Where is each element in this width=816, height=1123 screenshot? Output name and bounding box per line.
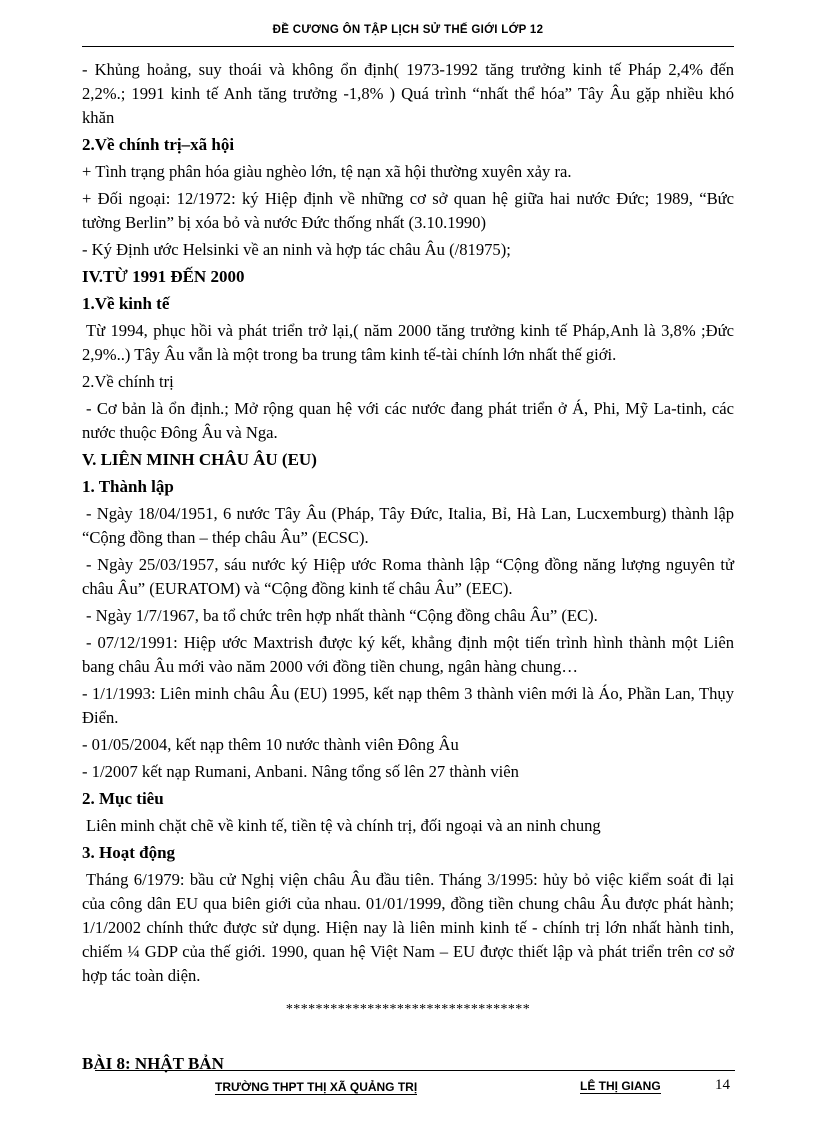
paragraph: - Ký Định ước Helsinki về an ninh và hợp tác châu Âu (/81975); — [82, 240, 511, 259]
footer-school: TRƯỜNG THPT THỊ XÃ QUẢNG TRỊ — [215, 1080, 418, 1094]
footer-divider — [95, 1070, 735, 1071]
footer-author: LÊ THỊ GIANG — [580, 1079, 661, 1093]
separator-stars: ********************************* — [285, 1002, 531, 1017]
paragraph: Liên minh chặt chẽ về kinh tế, tiền tệ và chính trị, đối ngoại và an ninh chung — [86, 816, 601, 835]
section-heading: 2. Mục tiêu — [82, 789, 164, 808]
paragraph: Từ 1994, phục hồi và phát triển trở lại,( năm 2000 tăng trưởng kinh tế Pháp,Anh là 3,8% ;Đức 2,9%..) Tây Âu vẫn là một trong ba trung tâm kinh tế-tài chính lớn nhất thế giới. — [82, 321, 734, 364]
section-heading: 1.Về kinh tế — [82, 294, 170, 313]
paragraph: - 01/05/2004, kết nạp thêm 10 nước thành viên Đông Âu — [82, 735, 459, 754]
lesson-title: BÀI 8: NHẬT BẢN — [82, 1054, 224, 1073]
header-divider — [82, 46, 734, 47]
paragraph: - 1/2007 kết nạp Rumani, Anbani. Nâng tổng số lên 27 thành viên — [82, 762, 519, 781]
paragraph: - 07/12/1991: Hiệp ước Maxtrish được ký kết, khẳng định một tiến trình hình thành một Liên bang châu Âu mới vào năm 2000 với đồng tiền chung, ngân hàng chung… — [82, 633, 734, 676]
paragraph: - 1/1/1993: Liên minh châu Âu (EU) 1995, kết nạp thêm 3 thành viên mới là Áo, Phần Lan, Thụy Điển. — [82, 684, 734, 727]
page-number: 14 — [715, 1077, 730, 1093]
paragraph: - Cơ bản là ổn định.; Mở rộng quan hệ với các nước đang phát triển ở Á, Phi, Mỹ La-tinh, các nước thuộc Đông Âu và Nga. — [82, 399, 734, 442]
paragraph: - Ngày 25/03/1957, sáu nước ký Hiệp ước Roma thành lập “Cộng đồng năng lượng nguyên tử châu Âu” (EURATOM) và “Cộng đồng kinh tế châu Âu” (EEC). — [82, 555, 734, 598]
section-heading: 1. Thành lập — [82, 477, 174, 496]
running-header: ĐỀ CƯƠNG ÔN TẬP LỊCH SỬ THẾ GIỚI LỚP 12 — [272, 24, 544, 36]
paragraph: - Ngày 1/7/1967, ba tổ chức trên hợp nhất thành “Cộng đồng châu Âu” (EC). — [86, 606, 598, 625]
document-body — [82, 58, 734, 1079]
page-footer — [95, 1078, 735, 1098]
paragraph: + Đối ngoại: 12/1972: ký Hiệp định về những cơ sở quan hệ giữa hai nước Đức; 1989, “Bức tường Berlin” bị xóa bỏ và nước Đức thống nhất (3.10.1990) — [82, 189, 734, 232]
subheading: 2.Về chính trị — [82, 372, 174, 391]
section-heading: 3. Hoạt động — [82, 843, 176, 862]
paragraph: - Khủng hoảng, suy thoái và không ổn định( 1973-1992 tăng trưởng kinh tế Pháp 2,4% đến 2,2%.; 1991 kinh tế Anh tăng trưởng -1,8% ) Quá trình “nhất thể hóa” Tây Âu gặp nhiều khó khăn — [82, 60, 734, 127]
paragraph: - Ngày 18/04/1951, 6 nước Tây Âu (Pháp, Tây Đức, Italia, Bỉ, Hà Lan, Lucxemburg) thành lập “Cộng đồng than – thép châu Âu” (ECSC). — [82, 504, 734, 547]
paragraph: Tháng 6/1979: bầu cử Nghị viện châu Âu đầu tiên. Tháng 3/1995: hủy bỏ việc kiểm soát đi lại của công dân EU qua biên giới của nhau. 01/01/1999, đồng tiền chung châu Âu được phát hành; 1/1/2002 chính thức được sử dụng. Hiện nay là liên minh kinh tế - chính trị lớn nhất hành tinh, chiếm ¼ GDP của thế giới. 1990, quan hệ Việt Nam – EU được thiết lập và phát triển trên cơ sở hợp tác toàn diện. — [82, 870, 734, 985]
paragraph: + Tình trạng phân hóa giàu nghèo lớn, tệ nạn xã hội thường xuyên xảy ra. — [82, 162, 572, 181]
section-heading: 2.Về chính trị–xã hội — [82, 135, 235, 154]
section-heading: V. LIÊN MINH CHÂU ÂU (EU) — [82, 450, 317, 469]
section-heading: IV.TỪ 1991 ĐẾN 2000 — [82, 267, 245, 286]
